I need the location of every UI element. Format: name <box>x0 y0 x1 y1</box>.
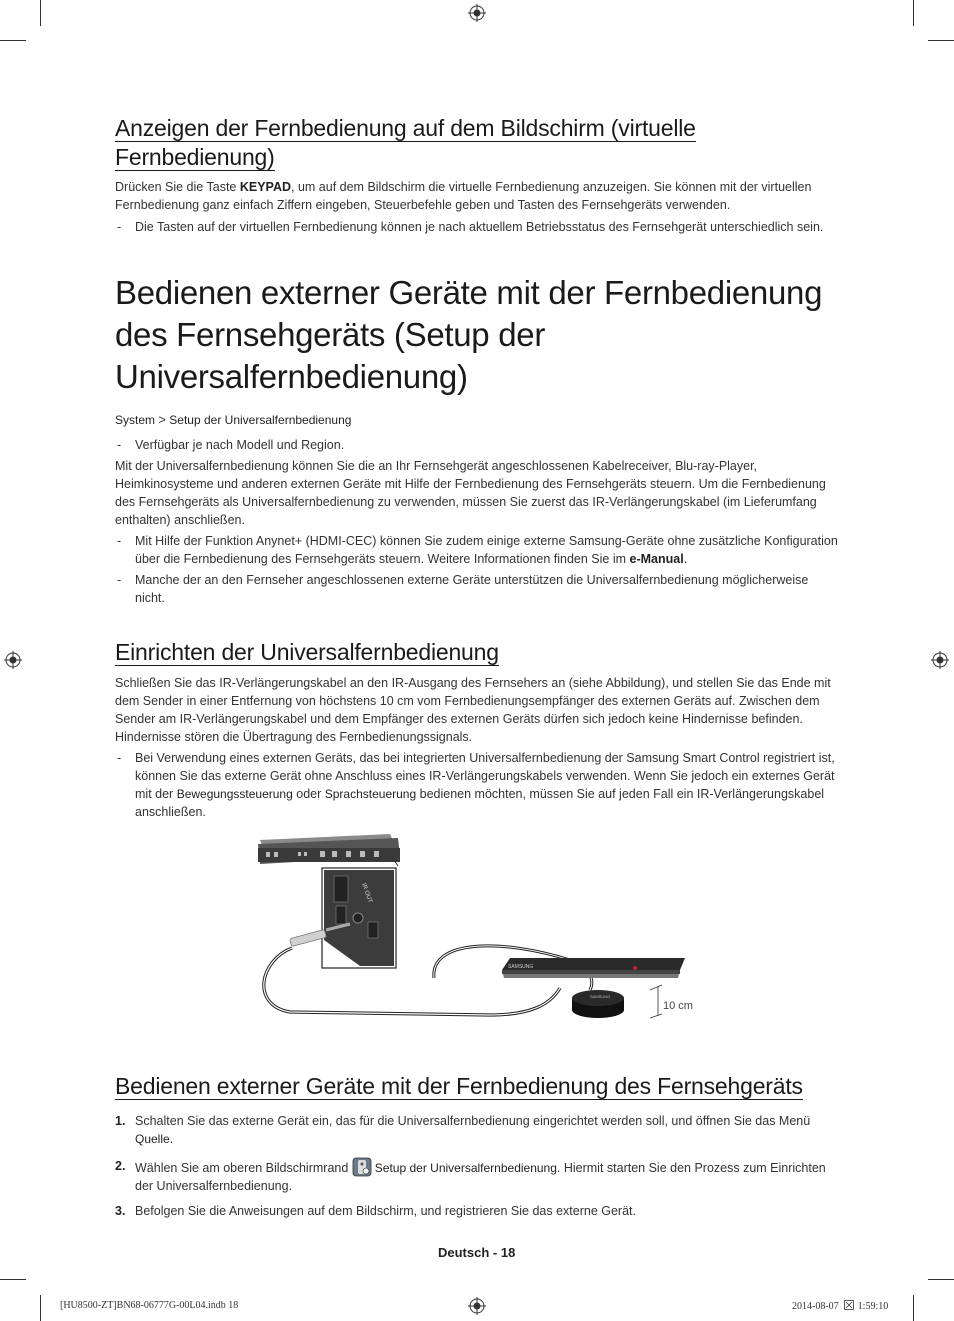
puck-brand-label: SAMSUNG <box>590 994 611 999</box>
crop-mark <box>40 1295 41 1321</box>
chapter-title-universal-remote: Bedienen externer Geräte mit der Fernbedienung des Fernsehgeräts (Setup der Universalfernbedienung) <box>115 274 823 395</box>
port-zoom-inset <box>322 854 398 968</box>
crop-mark <box>928 1279 954 1280</box>
paragraph-setup: Schließen Sie das IR-Verlängerungskabel an den IR-Ausgang des Fernsehers an (siehe Abbildung), und stellen Sie das Ende mit dem Sender in einer Entfernung von höchstens 10 cm vom Fernbedienungsempfänger des externen Geräts auf. Zwischen dem Sender am IR-Verlängerungskabel und dem Empfänger des externen Geräts dürfen sich jedoch keine Hindernisse befinden. Hindernisse stören die Übertragung des Fernbedienungssignals. <box>115 676 831 744</box>
registration-target-icon <box>468 4 486 22</box>
section-title-setup: Einrichten der Universalfernbedienung <box>115 639 499 665</box>
keypad-key-label: KEYPAD <box>239 180 292 194</box>
paragraph-universal-remote: Mit der Universalfernbedienung können Sie die an Ihr Fernsehgerät angeschlossenen Kabelreceiver, Blu-ray-Player, Heimkinosysteme und anderen externen Geräte mit Hilfe der Fernbedienung des Fernsehgeräts steuern. Um die Fernbedienung des Fernsehgeräts als Universalfernbedienung zu verwenden, müssen Sie zuerst das IR-Verlängerungskabel (im Lieferumfang enthalten) anschließen. <box>115 459 826 527</box>
registration-target-icon <box>931 651 949 669</box>
ir-transmitter <box>572 990 624 1018</box>
section-title-control-devices: Bedienen externer Geräte mit der Fernbedienung des Fernsehgeräts <box>115 1073 803 1099</box>
crop-mark <box>0 1279 26 1280</box>
file-info: [HU8500-ZT]BN68-06777G-00L04.indb 18 <box>60 1300 239 1311</box>
crop-mark <box>0 40 26 41</box>
ir-extender-illustration <box>250 830 710 1030</box>
crop-mark <box>928 40 954 41</box>
step-3: 3. Befolgen Sie die Anweisungen auf dem Bildschirm, und registrieren Sie das externe Gerät. <box>115 1204 636 1218</box>
note-smart-control: - Bei Verwendung eines externen Geräts, das bei integrierten Universalfernbedienung der Samsung Smart Control registriert ist, können Sie das externe Gerät ohne Anschluss eines IR-Verlängerungskabels verwenden. Wenn Sie jedoch ein externes Gerät mit der Bewegungssteuerung oder Sprachsteuerung bedienen möchten, müssen Sie auf jeden Fall ein IR-Verlängerungskabel anschließen. <box>117 751 835 819</box>
distance-marker <box>650 985 693 1018</box>
e-manual-link[interactable]: e-Manual <box>629 552 684 566</box>
step-2: 2. Wählen Sie am oberen Bildschirmrand Setup der Universalfernbedienung. Hiermit starten Sie den Prozess zum Einrichten der Universalfernbedienung. <box>115 1159 826 1193</box>
external-player <box>502 958 685 978</box>
crop-mark <box>40 0 41 26</box>
crop-mark <box>913 0 914 26</box>
step-1: 1. Schalten Sie das externe Gerät ein, das für die Universalfernbedienung eingerichtet werden soll, und öffnen Sie das Menü Quelle. <box>115 1114 811 1146</box>
universal-remote-setup-icon <box>352 1157 372 1177</box>
ir-out-port-label: IR OUT <box>360 882 373 904</box>
crop-mark <box>913 1295 914 1321</box>
note-availability: - Verfügbar je nach Modell und Region. <box>117 438 345 452</box>
registration-target-icon <box>468 1297 486 1315</box>
paragraph-virtual-remote: Drücken Sie die Taste KEYPAD, um auf dem Bildschirm die virtuelle Fernbedienung anzuzeigen. Sie können mit der virtuellen Fernbedienung ganz einfach Ziffern eingeben, Steuerbefehle geben und Tasten des Fernsehgeräts verwenden. <box>115 180 812 212</box>
print-timestamp: 2014-08-07 1:59:10 <box>792 1301 889 1312</box>
menu-path: System > Setup der Universalfernbedienung <box>115 413 352 427</box>
registration-target-icon <box>4 651 22 669</box>
player-brand-label: SAMSUNG <box>508 964 534 970</box>
note-virtual-remote: - Die Tasten auf der virtuellen Fernbedienung können je nach aktuellem Betriebsstatus des Fernsehgerät unterschiedlich sein. <box>117 220 824 234</box>
tv-connect-box <box>258 834 400 864</box>
section-title-virtual-remote: Anzeigen der Fernbedienung auf dem Bildschirm (virtuelle Fernbedienung) <box>115 115 696 170</box>
page-number: Deutsch - 18 <box>438 1245 516 1260</box>
note-unsupported-devices: - Manche der an den Fernseher angeschlossenen externe Geräte unterstützen die Universalfernbedienung möglicherweise nicht. <box>117 573 809 605</box>
clock-icon <box>844 1300 854 1310</box>
distance-label: 10 cm <box>663 1000 693 1012</box>
note-anynet: - Mit Hilfe der Funktion Anynet+ (HDMI-CEC) können Sie zudem einige externe Samsung-Geräte ohne zusätzliche Konfiguration über die Fernbedienung des Fernsehgeräts steuern. Weitere Informationen finden Sie im e-Manual. <box>117 534 838 566</box>
